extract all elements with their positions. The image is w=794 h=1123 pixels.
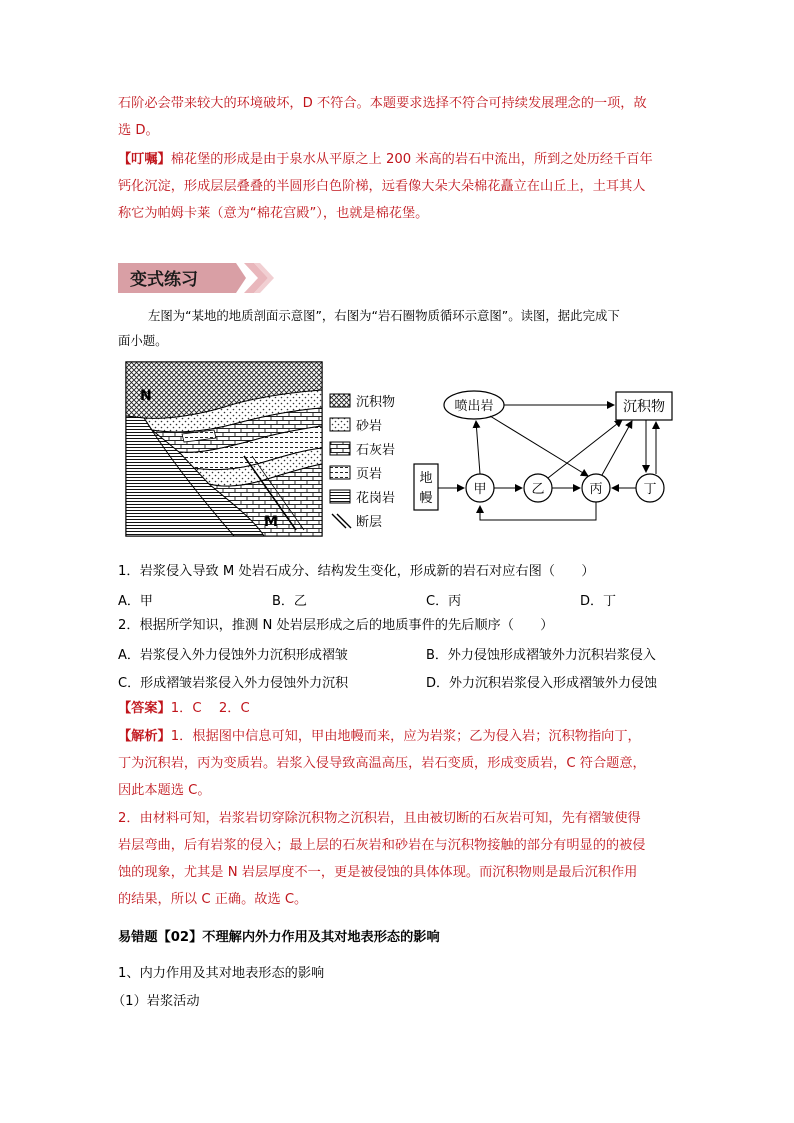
answer-tag: 【答案】: [118, 701, 171, 716]
q1-option-d: D．丁: [580, 594, 617, 609]
rock-cycle-diagram: [410, 388, 680, 528]
text-line: 丁为沉积岩，丙为变质岩。岩浆入侵导致高温高压，岩石变质，形成变质岩，C 符合题意，: [118, 756, 646, 771]
legend-sandstone: 砂岩: [356, 419, 383, 434]
node-dimian-2: 幔: [419, 491, 433, 506]
geology-cross-section: [124, 360, 424, 540]
text-line: 钙化沉淀，形成层层叠叠的半圆形白色阶梯，远看像大朵大朵棉花矗立在山丘上，土耳其人: [118, 179, 646, 194]
text-line: 岩层弯曲，后有岩浆的侵入；最上层的石灰岩和砂岩在与沉积物接触的部分有明显的的被侵: [118, 838, 646, 853]
intro-text: 面小题。: [118, 333, 168, 348]
answer-line: [118, 699, 250, 719]
q1-option-a: A．甲: [118, 594, 153, 609]
analysis-text: 1．根据图中信息可知，甲由地幔而来，应为岩浆；乙为侵入岩；沉积物指向丁，: [170, 729, 641, 744]
legend: [330, 394, 395, 530]
text-line: 2．由材料可知，岩浆岩切穿除沉积物之沉积岩，且由被切断的石灰岩可知，先有褶皱使得: [118, 811, 641, 826]
node-chenjiwu: 沉积物: [623, 399, 665, 415]
q2-option-b: B．外力侵蚀形成褶皱外力沉积岩浆侵入: [426, 648, 656, 663]
q1-option-c: C．丙: [426, 594, 462, 609]
q1-option-b: B．乙: [272, 594, 307, 609]
legend-limestone: 石灰岩: [356, 443, 396, 458]
section-title: 变式练习: [130, 270, 198, 290]
q2-option-d: D．外力沉积岩浆侵入形成褶皱外力侵蚀: [426, 676, 658, 691]
intro-text: 左图为“某地的地质剖面示意图”，右图为“岩石圈物质循环示意图”。读图，据此完成下: [148, 308, 620, 323]
subheading: 1、内力作用及其对地表形态的影响: [118, 966, 325, 981]
text-line: 石阶必会带来较大的环境破坏，D 不符合。本题要求选择不符合可持续发展理念的一项，故: [118, 96, 647, 111]
node-penchuyan: 喷出岩: [454, 399, 494, 414]
analysis-line: [118, 727, 641, 747]
legend-sediment: 沉积物: [356, 395, 396, 410]
tip-text: 棉花堡的形成是由于泉水从平原之上 200 米高的岩石中流出，所到之处历经千百年: [170, 152, 653, 167]
answer-text: 1．C 2．C: [170, 701, 250, 716]
text-line: 选 D。: [118, 123, 159, 138]
label-N: N: [140, 388, 152, 404]
node-jia: 甲: [473, 482, 487, 497]
q2-option-c: C．形成褶皱岩浆侵入外力侵蚀外力沉积: [118, 676, 349, 691]
text-line: 的结果，所以 C 正确。故选 C。: [118, 892, 308, 907]
subheading: （1）岩浆活动: [112, 994, 200, 1009]
tip-tag: 【叮嘱】: [118, 152, 171, 167]
node-yi: 乙: [531, 482, 545, 497]
legend-granite: 花岗岩: [356, 491, 396, 506]
node-bing: 丙: [589, 482, 603, 497]
legend-fault: 断层: [356, 515, 383, 530]
text-line: 称它为帕姆卡莱（意为“棉花宫殿”），也就是棉花堡。: [118, 206, 429, 221]
label-M: M: [264, 514, 278, 530]
text-line: 因此本题选 C。: [118, 783, 211, 798]
analysis-tag: 【解析】: [118, 729, 171, 744]
tip-paragraph: [118, 150, 653, 170]
section-heading: 易错题【02】不理解内外力作用及其对地表形态的影响: [118, 930, 440, 945]
text-line: 蚀的现象，尤其是 N 岩层厚度不一，更是被侵蚀的具体体现。而沉积物则是最后沉积作用: [118, 865, 638, 880]
q2-option-a: A．岩浆侵入外力侵蚀外力沉积形成褶皱: [118, 648, 348, 663]
node-ding: 丁: [643, 482, 657, 497]
question-2-stem: 2．根据所学知识，推测 N 处岩层形成之后的地质事件的先后顺序（ ）: [118, 618, 554, 633]
section-banner: [118, 259, 276, 297]
node-dimian-1: 地: [419, 471, 433, 486]
legend-shale: 页岩: [356, 467, 383, 482]
question-1-stem: 1．岩浆侵入导致 M 处岩石成分、结构发生变化，形成新的岩石对应右图（ ）: [118, 564, 595, 579]
